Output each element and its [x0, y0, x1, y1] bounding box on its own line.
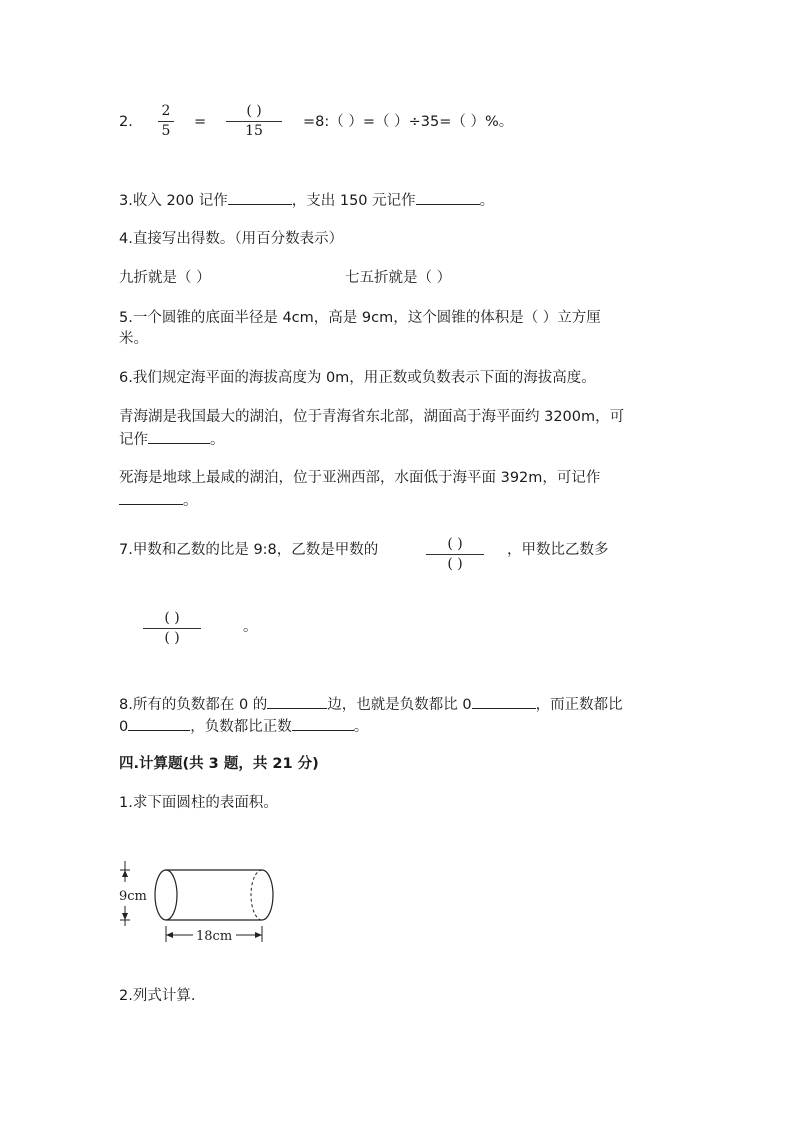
height-arrowhead-bottom — [122, 913, 128, 920]
q7-fraction1-denominator: ( ) — [447, 556, 463, 572]
section-4-heading: 四.计算题(共 3 题，共 21 分) — [119, 756, 319, 772]
q2-number: 2. — [119, 114, 133, 130]
q6-p1-line-1: 青海湖是我国最大的湖泊，位于青海省东北部，湖面高于海平面约 3200m，可 — [119, 409, 625, 425]
q7-fraction2-numerator: ( ) — [164, 610, 180, 626]
q6-p2-line-1: 死海是地球上最咸的湖泊，位于亚洲西部，水面低于海平面 392m，可记作 — [119, 470, 601, 486]
calc-1-title: 1.求下面圆柱的表面积。 — [119, 795, 278, 811]
q8-blank-2[interactable] — [472, 694, 536, 709]
q7-text-b: ，甲数比乙数多 — [507, 542, 609, 558]
q5-line-1: 5.一个圆锥的底面半径是 4cm，高是 9cm，这个圆锥的体积是（ ）立方厘 — [119, 310, 601, 326]
q8-text-1b: 边，也就是负数都比 0 — [327, 697, 472, 713]
q3-blank-1[interactable] — [228, 190, 292, 205]
q2-fraction2-bar — [226, 121, 282, 122]
q6-p1-line-2 — [119, 429, 225, 450]
cylinder-front-face — [155, 870, 177, 920]
q6-title: 6.我们规定海平面的海拔高度为 0m，用正数或负数表示下面的海拔高度。 — [119, 370, 596, 386]
q7-fraction-1 — [426, 536, 484, 573]
q5-line-2: 米。 — [119, 331, 148, 347]
height-arrowhead-top — [122, 870, 128, 877]
q6-p2-end: 。 — [183, 493, 198, 509]
q2-fraction1-bar — [158, 121, 174, 122]
q8-line-1 — [119, 694, 623, 715]
q3-text-b: ，支出 150 元记作 — [291, 193, 416, 209]
q8-text-2b: ，负数都比正数 — [190, 719, 292, 735]
q2-fraction-blank-over-15 — [226, 103, 282, 140]
q2-fraction-two-fifths — [158, 103, 174, 140]
q8-line-2 — [119, 716, 368, 737]
cylinder-back-hidden-arc — [251, 870, 262, 920]
q6-blank-2[interactable] — [119, 490, 183, 505]
q6-blank-1[interactable] — [148, 429, 210, 444]
q7-end: 。 — [243, 619, 258, 635]
q8-text-2a: 0 — [119, 719, 129, 735]
height-label: 9cm — [119, 889, 147, 904]
q3-line — [119, 190, 494, 211]
q7-fraction1-bar — [426, 554, 484, 555]
q8-text-2c: 。 — [353, 719, 369, 735]
q2-ratio-text: =8:（ ）=（ ）÷35=（ ）%。 — [303, 114, 514, 130]
q6-p1-text: 记作 — [119, 432, 148, 448]
q7-fraction1-numerator: ( ) — [447, 536, 463, 552]
cylinder-figure — [117, 858, 287, 948]
length-label: 18cm — [196, 929, 233, 944]
q2-equals: = — [194, 114, 207, 130]
q8-blank-4[interactable] — [292, 716, 354, 731]
q7-fraction2-bar — [143, 628, 201, 629]
q8-blank-1[interactable] — [267, 694, 327, 709]
q8-text-1c: ，而正数都比 — [535, 697, 623, 713]
q7-fraction2-denominator: ( ) — [164, 630, 180, 646]
cylinder-back-visible-arc — [262, 870, 273, 920]
q2-fraction2-denominator: 15 — [245, 123, 263, 139]
q6-p2-line-2 — [119, 490, 198, 511]
q4-item-a: 九折就是（ ） — [119, 270, 211, 286]
q3-text-a: 3.收入 200 记作 — [119, 193, 228, 209]
q3-blank-2[interactable] — [416, 190, 480, 205]
q2-fraction1-denominator: 5 — [161, 123, 171, 139]
calc-2-title: 2.列式计算. — [119, 988, 196, 1004]
q4-item-b: 七五折就是（ ） — [345, 270, 452, 286]
q8-blank-3[interactable] — [128, 716, 190, 731]
q4-title: 4.直接写出得数。（用百分数表示） — [119, 231, 344, 247]
length-arrowhead-left — [166, 932, 173, 938]
q7-fraction-2 — [143, 610, 201, 647]
q2-fraction1-numerator: 2 — [161, 103, 171, 119]
q3-text-c: 。 — [479, 193, 495, 209]
q7-text-a: 7.甲数和乙数的比是 9:8，乙数是甲数的 — [119, 542, 379, 558]
q2-fraction2-numerator: ( ) — [246, 103, 262, 119]
q6-p1-end: 。 — [210, 432, 225, 448]
q8-text-1a: 8.所有的负数都在 0 的 — [119, 697, 268, 713]
length-arrowhead-right — [255, 932, 262, 938]
